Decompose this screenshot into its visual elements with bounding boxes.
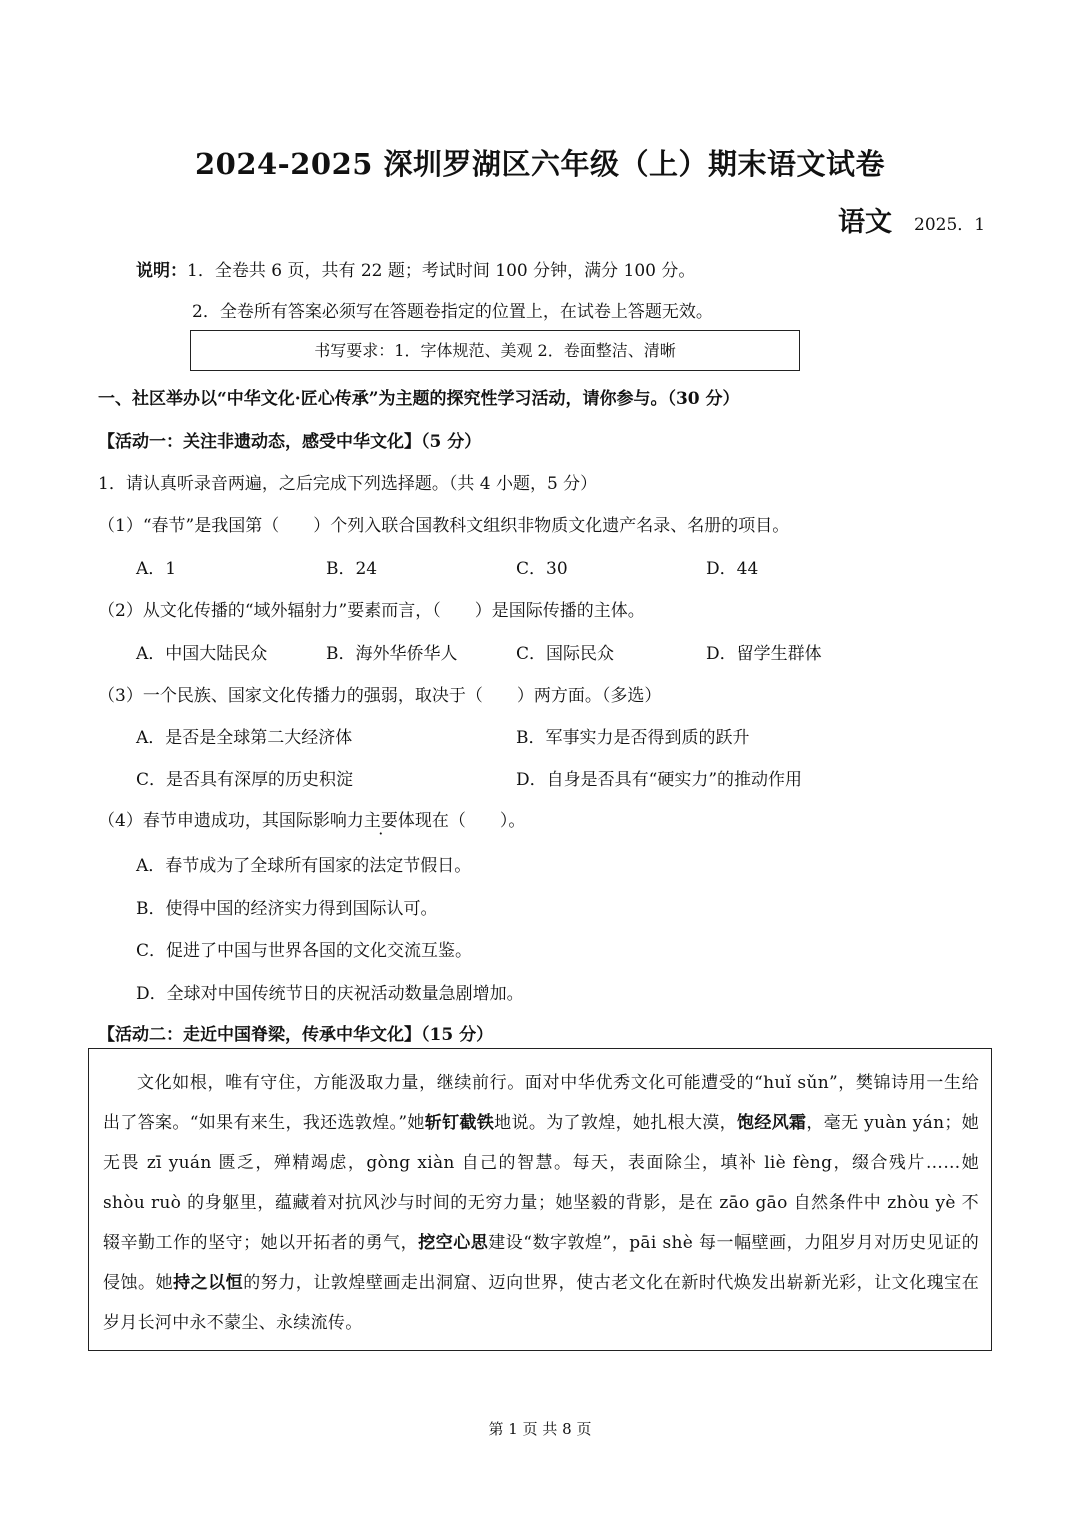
q1-1-option-b: B．24 xyxy=(326,559,378,579)
reading-passage xyxy=(103,1063,979,1343)
q1-4-stem-post: 体现在（ ）。 xyxy=(397,811,526,831)
passage-text-3: ，毫无 yuàn yán；她无畏 zī yuán 匮乏，殚精竭虑，gòng xiàn 自己的智慧。每天，表面除尘，填补 liè fèng，缀合残片……她 shòu ruò 的身躯里，蕴藏着对抗风沙与时间的无穷力量；她坚毅的背影，是在 zāo gāo 自然条件中 zhòu yè 不辍辛勤工作的坚守；她以开拓者的勇气， xyxy=(103,1113,979,1253)
question-1-intro: 1．请认真听录音两遍，之后完成下列选择题。（共 4 小题，5 分） xyxy=(98,474,598,494)
question-1-1-stem: （1）“春节”是我国第（ ）个列入联合国教科文组织非物质文化遗产名录、名册的项目。 xyxy=(98,516,790,536)
passage-bold-4: 持之以恒 xyxy=(173,1273,244,1293)
q1-4-option-d: D．全球对中国传统节日的庆祝活动数量急剧增加。 xyxy=(136,984,524,1004)
q1-2-option-c: C．国际民众 xyxy=(516,644,615,664)
q1-4-option-b: B．使得中国的经济实力得到国际认可。 xyxy=(136,899,438,919)
passage-bold-1: 斩钉截铁 xyxy=(424,1113,495,1133)
notes-text-1: 1．全卷共 6 页，共有 22 题；考试时间 100 分钟，满分 100 分。 xyxy=(187,261,696,281)
q1-3-option-d: D．自身是否具有“硬实力”的推动作用 xyxy=(516,770,803,790)
q1-3-option-a: A．是否是全球第二大经济体 xyxy=(136,728,353,748)
passage-bold-3: 挖空心思 xyxy=(418,1233,489,1253)
q1-4-option-a: A．春节成为了全球所有国家的法定节假日。 xyxy=(136,856,472,876)
notes-line-2: 2．全卷所有答案必须写在答题卷指定的位置上，在试卷上答题无效。 xyxy=(192,302,713,322)
q1-1-option-d: D．44 xyxy=(706,559,759,579)
exam-date: 2025．1 xyxy=(914,215,986,235)
q1-3-option-b: B．军事实力是否得到质的跃升 xyxy=(516,728,750,748)
passage-text-1: 文化如根，唯有守住，方能汲取力量，继续前行。面对中华优秀文化可能遭受的“huǐ sǔn”，樊锦诗用一生给出了答案。“如果有来生，我还选敦煌。”她 xyxy=(103,1073,979,1133)
question-1-4-stem xyxy=(98,806,525,831)
q1-2-option-b: B．海外华侨华人 xyxy=(326,644,458,664)
q1-1-option-a: A．1 xyxy=(136,559,177,579)
q1-4-emphasis-dotted: 主要 xyxy=(363,811,398,831)
activity-2-heading: 【活动二：走近中国脊梁，传承中华文化】（15 分） xyxy=(98,1025,494,1045)
q1-4-option-c: C．促进了中国与世界各国的文化交流互鉴。 xyxy=(136,941,473,961)
question-1-2-stem: （2）从文化传播的“域外辐射力”要素而言，（ ）是国际传播的主体。 xyxy=(98,601,645,621)
q1-4-stem-pre: （4）春节申遗成功，其国际影响力 xyxy=(98,811,364,831)
page-title: 2024-2025 深圳罗湖区六年级（上）期末语文试卷 xyxy=(194,147,886,181)
passage-text-5: 的努力，让敦煌壁画走出洞窟、迈向世界，使古老文化在新时代焕发出崭新光彩，让文化瑰宝在岁月长河中永不蒙尘、永续流传。 xyxy=(103,1273,980,1333)
section-1-heading: 一、社区举办以“中华文化·匠心传承”为主题的探究性学习活动，请你参与。（30 分） xyxy=(98,389,740,409)
q1-3-option-c: C．是否具有深厚的历史积淀 xyxy=(136,770,354,790)
question-1-3-stem: （3）一个民族、国家文化传播力的强弱，取决于（ ）两方面。（多选） xyxy=(98,686,662,706)
notes-label: 说明： xyxy=(136,261,187,281)
q1-1-option-c: C．30 xyxy=(516,559,568,579)
writing-requirement-box: 书写要求：1．字体规范、美观 2．卷面整洁、清晰 xyxy=(190,330,800,371)
subject-label: 语文 xyxy=(838,207,892,238)
reading-passage-box xyxy=(88,1048,992,1351)
activity-1-heading: 【活动一：关注非遗动态，感受中华文化】（5 分） xyxy=(98,432,482,452)
passage-text-2: 地说。为了敦煌，她扎根大漠， xyxy=(494,1113,737,1133)
passage-bold-2: 饱经风霜 xyxy=(737,1113,807,1133)
passage-text-4: 建设“数字敦煌”，pāi shè 每一幅壁画，力阻岁月对历史见证的侵蚀。她 xyxy=(103,1233,980,1293)
page-footer: 第 1 页 共 8 页 xyxy=(488,1420,592,1438)
q1-2-option-d: D．留学生群体 xyxy=(706,644,822,664)
q1-2-option-a: A．中国大陆民众 xyxy=(136,644,268,664)
notes-line-1 xyxy=(136,256,695,281)
